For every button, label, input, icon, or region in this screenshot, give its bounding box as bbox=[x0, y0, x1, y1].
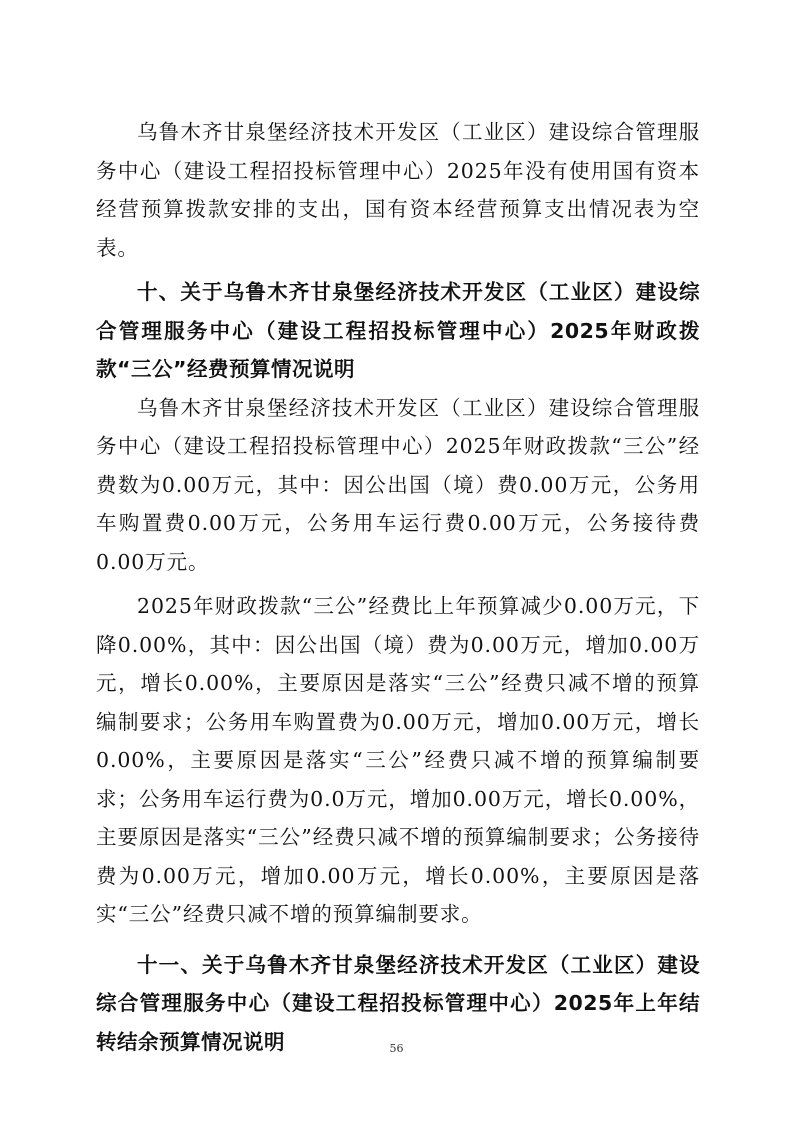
heading-section-10: 十、关于乌鲁木齐甘泉堡经济技术开发区（工业区）建设综合管理服务中心（建设工程招投标管理中心）2025年财政拨款“三公”经费预算情况说明 bbox=[96, 280, 700, 381]
paragraph-three-public-comparison: 2025年财政拨款“三公”经费比上年预算减少0.00万元，下降0.00%，其中：因公出国（境）费为0.00万元，增加0.00万元，增长0.00%，主要原因是落实“三公”经费只减不增的预算编制要求；公务用车购置费为0.00万元，增加0.00万元，增长0.00%，主要原因是落实“三公”经费只减不增的预算编制要求；公务用车运行费为0.0万元，增加0.00万元，增长0.00%，主要原因是落实“三公”经费只减不增的预算编制要求；公务接待费为0.00万元，增加0.00万元，增长0.00%，主要原因是落实“三公”经费只减不增的预算编制要求。 bbox=[96, 594, 700, 926]
paragraph-state-capital-budget: 乌鲁木齐甘泉堡经济技术开发区（工业区）建设综合管理服务中心（建设工程招投标管理中心）2025年没有使用国有资本经营预算拨款安排的支出，国有资本经营预算支出情况表为空表。 bbox=[96, 120, 700, 260]
document-body bbox=[96, 113, 700, 1061]
page-number: 56 bbox=[389, 1042, 404, 1055]
paragraph-three-public-expenses: 乌鲁木齐甘泉堡经济技术开发区（工业区）建设综合管理服务中心（建设工程招投标管理中心）2025年财政拨款“三公”经费数为0.00万元，其中：因公出国（境）费0.00万元，公务用车购置费0.00万元，公务用车运行费0.00万元，公务接待费0.00万元。 bbox=[96, 395, 700, 574]
heading-section-11: 十一、关于乌鲁木齐甘泉堡经济技术开发区（工业区）建设综合管理服务中心（建设工程招投标管理中心）2025年上年结转结余预算情况说明 bbox=[96, 952, 700, 1054]
